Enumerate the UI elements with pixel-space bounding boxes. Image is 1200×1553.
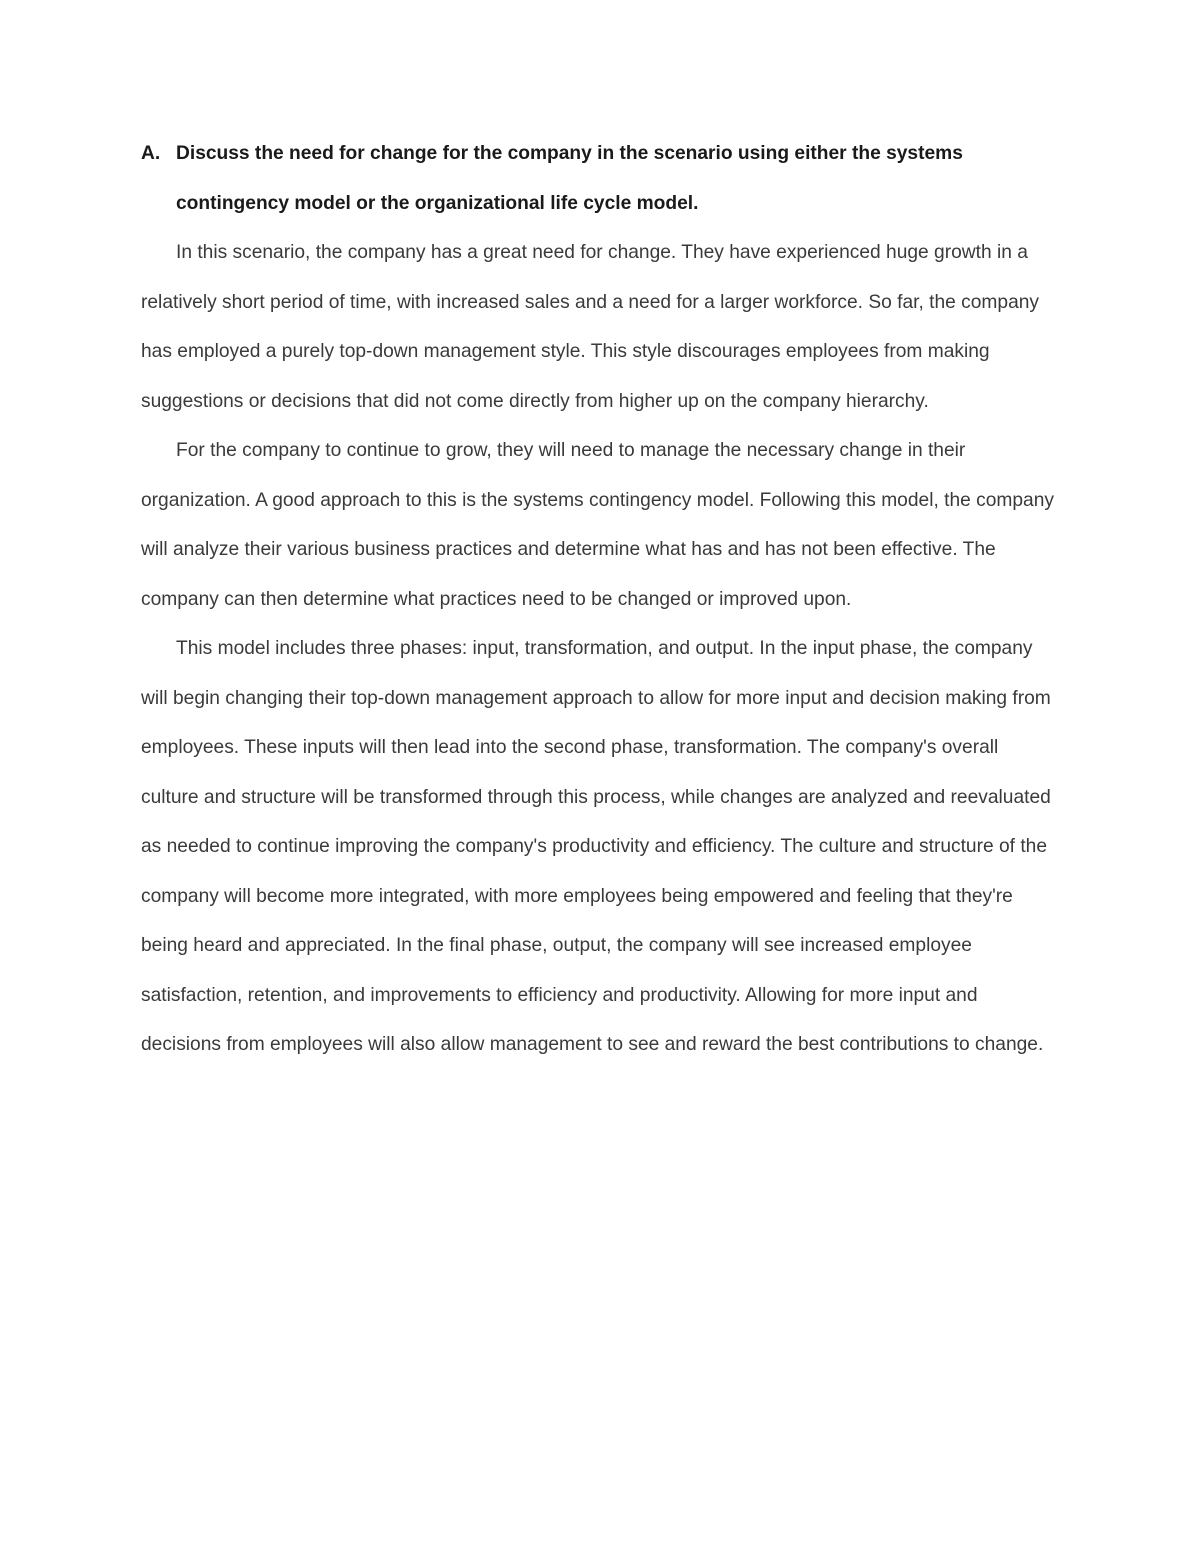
paragraph-systems-contingency-model: For the company to continue to grow, they will need to manage the necessary change in their organization. A good approach to this is the systems contingency model. Following this model, the company will analyze their various business practices and determine what has and has not been effective. The company can then determine what practices need to be changed or improved upon. <box>141 440 1054 610</box>
paragraph-need-for-change: In this scenario, the company has a great need for change. They have experienced huge growth in a relatively short period of time, with increased sales and a need for a larger workforce. So far, the company has employed a purely top-down management style. This style discourages employees from making suggestions or decisions that did not come directly from higher up on the company hierarchy. <box>141 242 1039 412</box>
question-letter: A. <box>141 143 161 164</box>
paragraph-three-phases: This model includes three phases: input, transformation, and output. In the input phase, the company will begin changing their top-down management approach to allow for more input and decision making from employees. These inputs will then lead into the second phase, transformation. The company's overall culture and structure will be transformed through this process, while changes are analyzed and reevaluated as needed to continue improving the company's productivity and efficiency. The culture and structure of the company will become more integrated, with more employees being empowered and feeling that they're being heard and appreciated. In the final phase, output, the company will see increased employee satisfaction, retention, and improvements to efficiency and productivity. Allowing for more input and decisions from employees will also allow management to see and reward the best contributions to change. <box>141 638 1051 1055</box>
document-body <box>141 129 1061 1070</box>
question-text: Discuss the need for change for the company in the scenario using either the systems contingency model or the organizational life cycle model. <box>176 143 963 214</box>
question-heading <box>141 129 1061 228</box>
